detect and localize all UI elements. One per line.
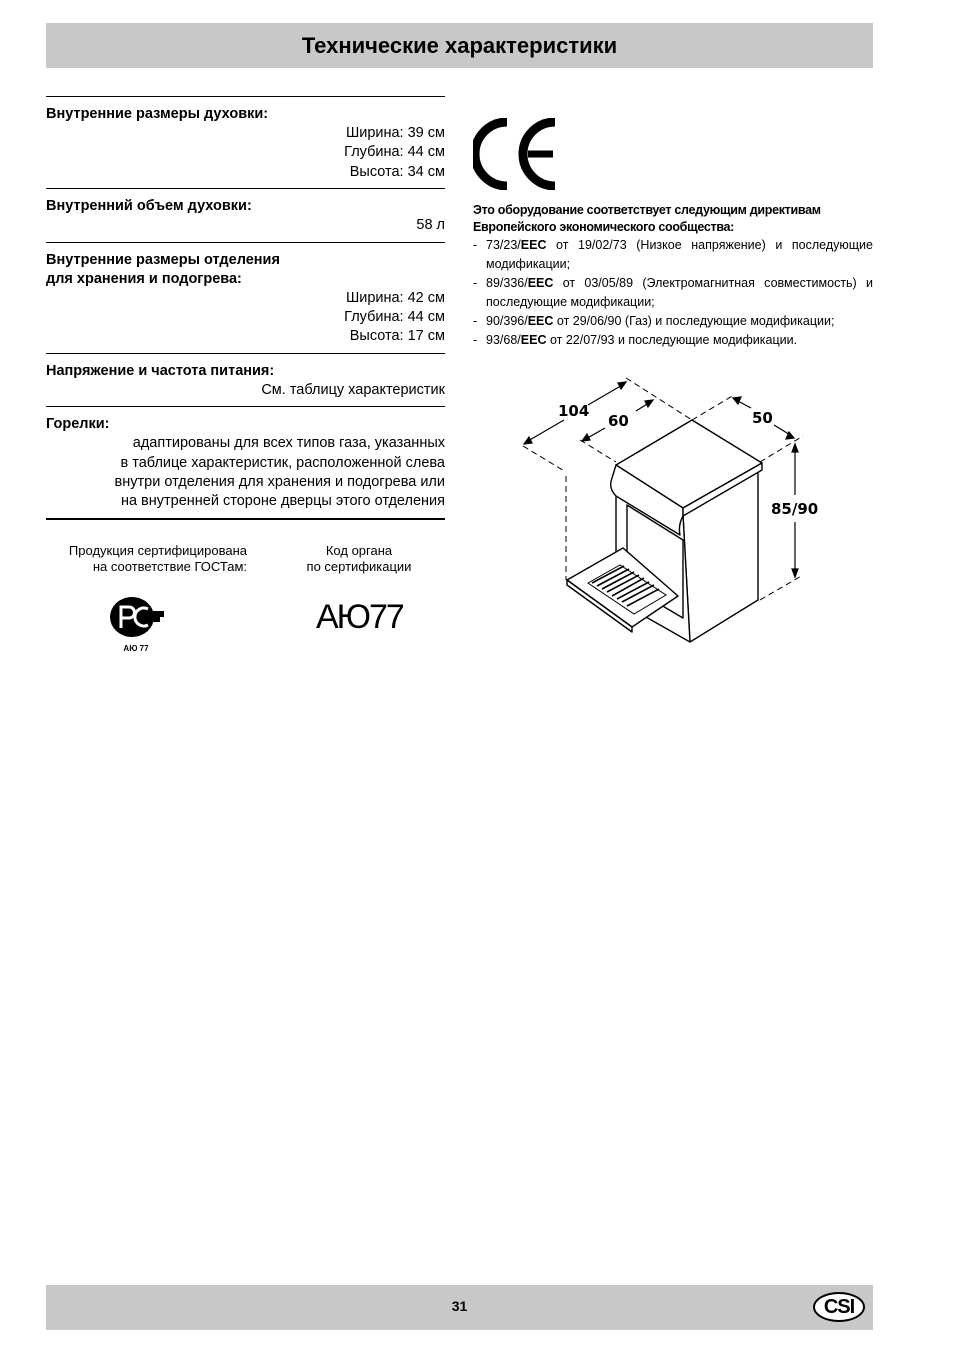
directive-item: - 73/23/EEC от 19/02/73 (Низкое напряжение) и последующие модификации;: [473, 236, 873, 274]
spec-title: Горелки:: [46, 416, 110, 433]
spec-title: Внутренний объем духовки:: [46, 198, 252, 215]
directive-item: - 90/396/EEC от 29/06/90 (Газ) и последующие модификации;: [473, 312, 873, 331]
page-title: Технические характеристики: [301, 32, 618, 58]
dim-height: 85/90: [771, 500, 819, 518]
page-number: 31: [451, 1298, 468, 1314]
cooker-drawing: [567, 420, 762, 642]
directive-item: - 93/68/EEC от 22/07/93 и последующие модификации.: [473, 331, 873, 350]
spec-value: 58 л: [416, 217, 445, 234]
spec-value: в таблице характеристик, расположенной слева: [120, 454, 445, 471]
directive-item: - 89/336/EEC от 03/05/89 (Электромагнитная совместимость) и последующие модификации;: [473, 274, 873, 312]
gost-code: АЮ 77: [123, 644, 149, 653]
directives-heading: Это оборудование соответствует следующим директивам Европейского экономического сообщества:: [473, 203, 821, 234]
dim-total-depth: 104: [558, 402, 590, 420]
spec-title: Внутренние размеры отделения для хранения и подогрева:: [46, 251, 280, 287]
gost-label: Продукция сертифицирована на соответствие ГОСТам:: [68, 543, 247, 574]
spec-value: Высота: 17 см: [349, 328, 445, 345]
spec-title: Напряжение и частота питания:: [46, 362, 275, 379]
spec-value: Глубина: 44 см: [344, 309, 445, 326]
organ-label: Код органа по сертификации: [306, 543, 412, 574]
organ-code: АЮ77: [316, 598, 403, 636]
gost-logo: [108, 596, 166, 645]
page-footer: [46, 1285, 873, 1330]
dim-width: 50: [752, 409, 773, 427]
spec-title: Внутренние размеры духовки:: [46, 106, 269, 122]
spec-value: Глубина: 44 см: [344, 144, 445, 161]
dim-depth: 60: [608, 412, 629, 430]
spec-value: внутри отделения для хранения и подогрева или: [114, 474, 445, 491]
spec-value: Ширина: 39 см: [345, 125, 445, 141]
spec-value: Ширина: 42 см: [345, 289, 445, 306]
spec-value: См. таблицу характеристик: [261, 381, 445, 398]
csi-logo: CSI: [813, 1292, 865, 1322]
spec-value: Высота: 34 см: [349, 163, 445, 180]
spec-value: адаптированы для всех типов газа, указанных: [132, 435, 445, 452]
spec-value: на внутренней стороне дверцы этого отделения: [120, 493, 445, 510]
